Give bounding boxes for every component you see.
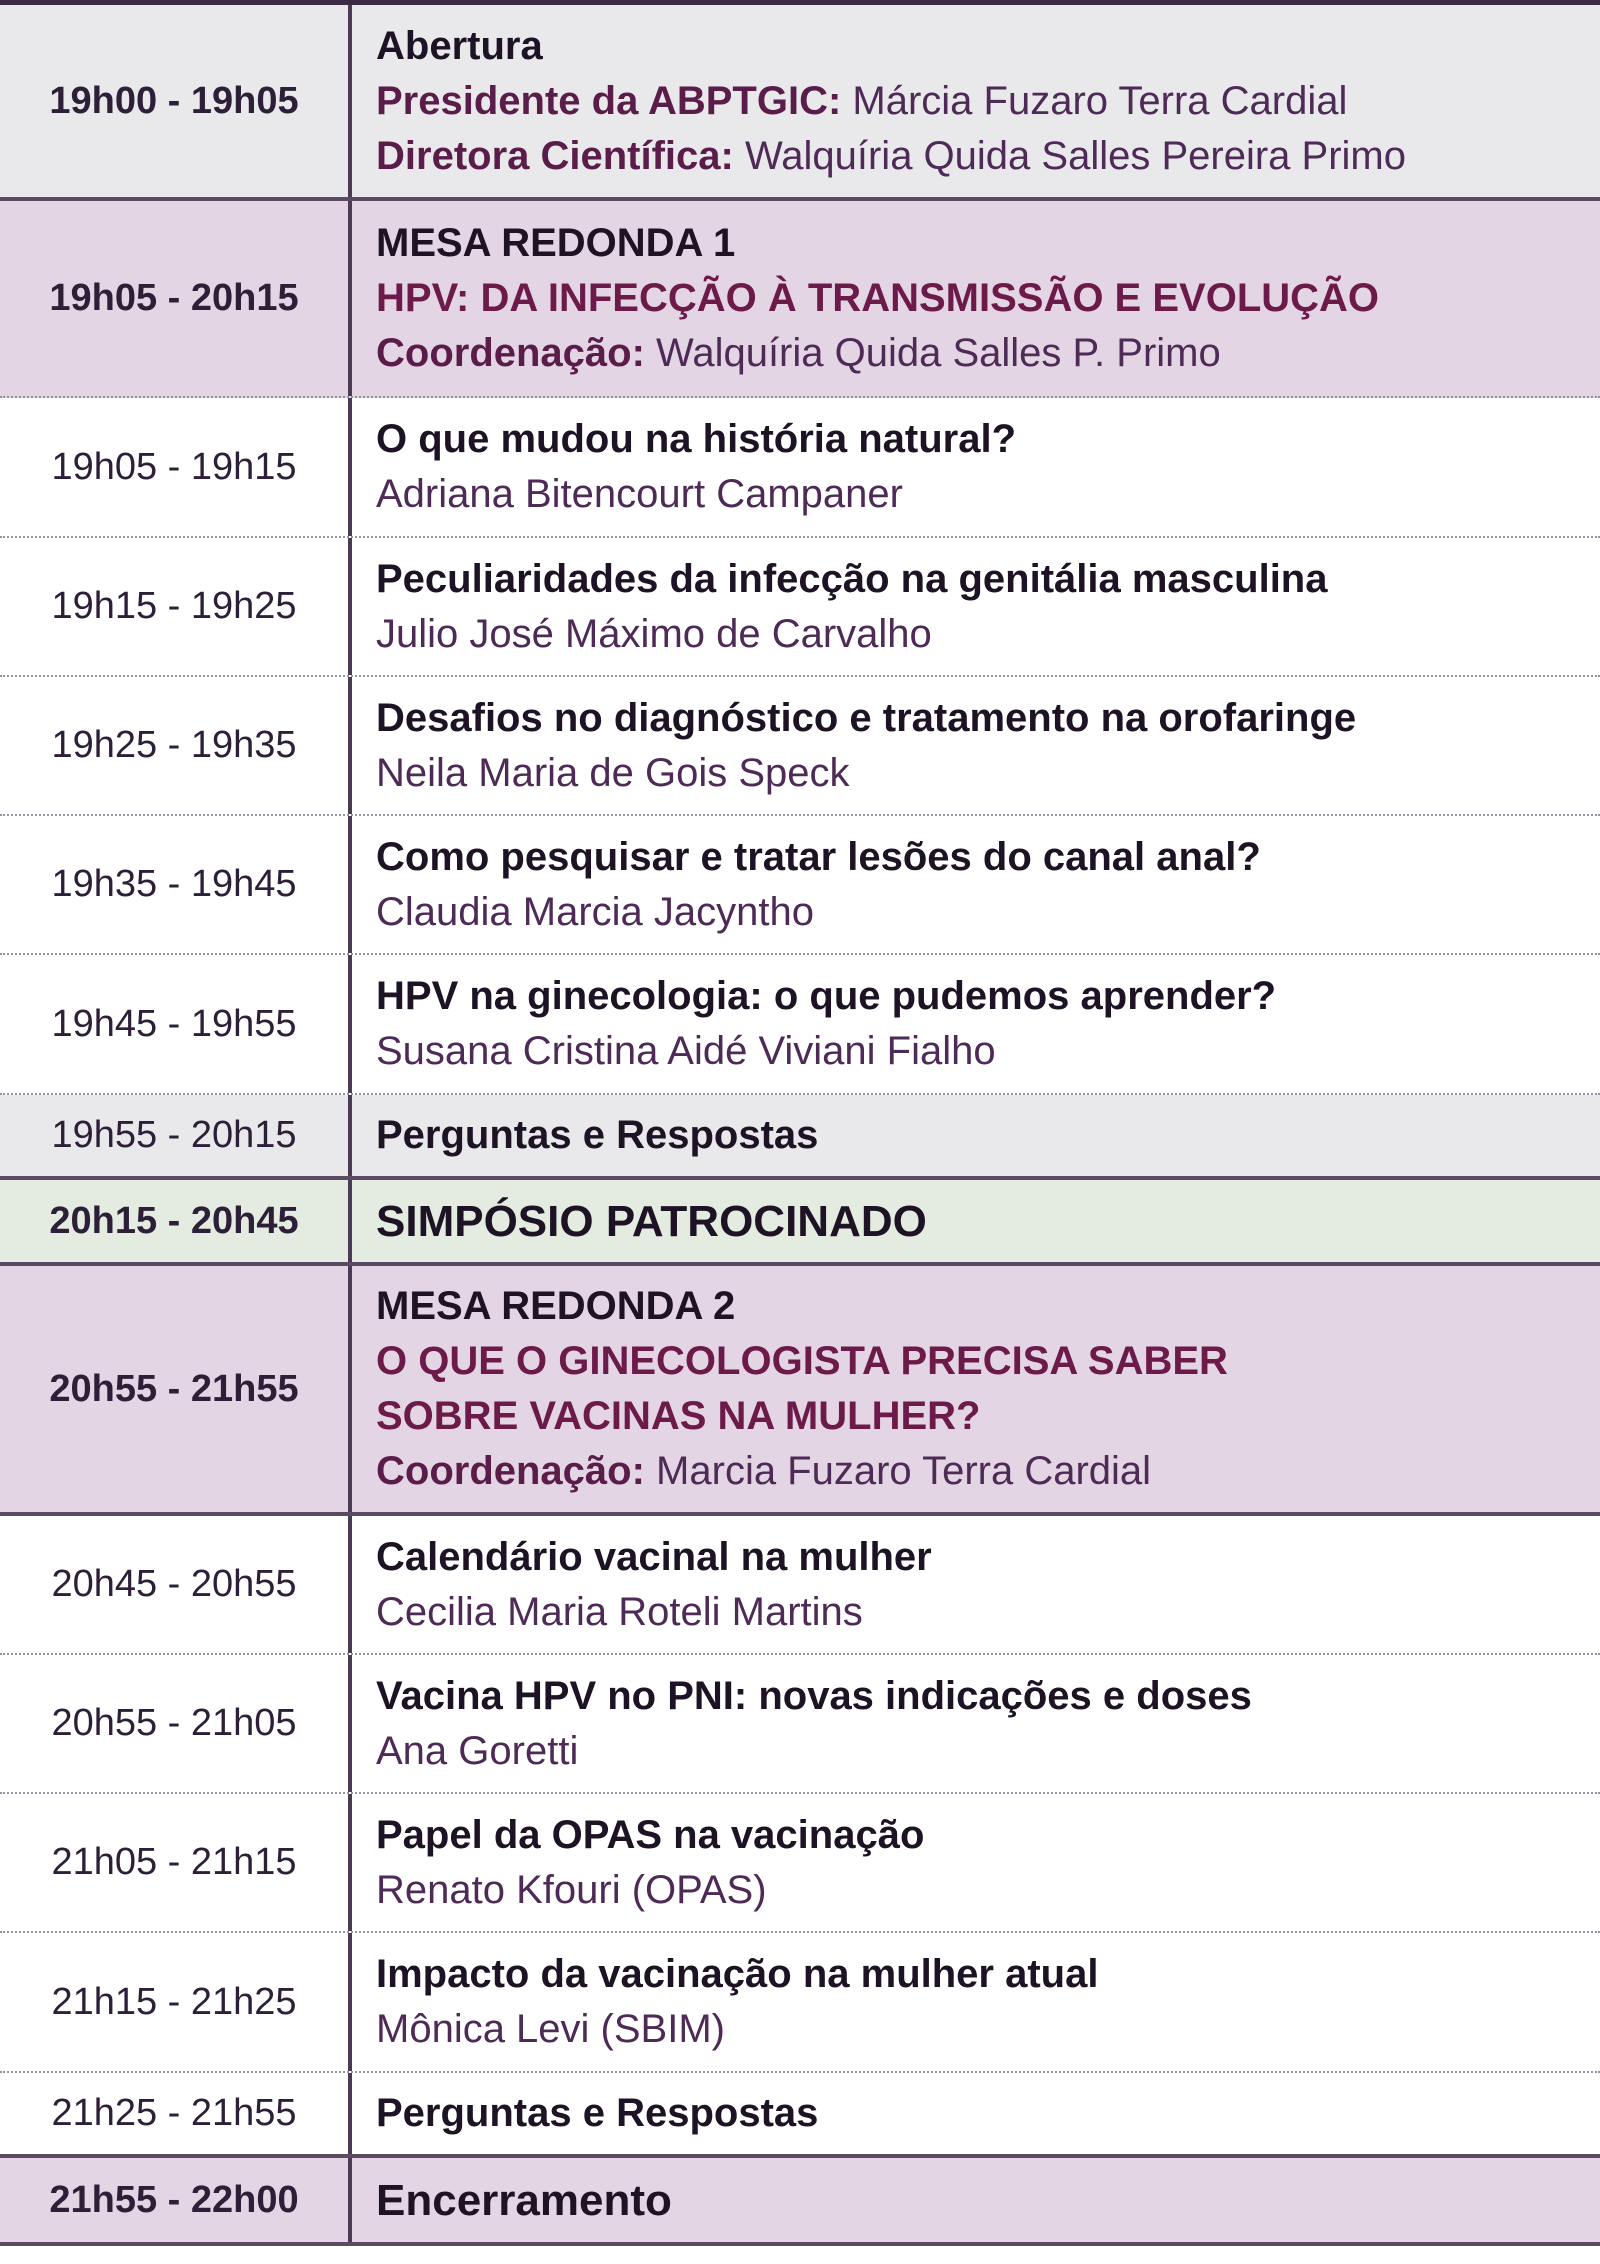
- time-slot: 19h05 - 19h15: [0, 398, 352, 536]
- time-slot: 19h25 - 19h35: [0, 677, 352, 814]
- session-title: Encerramento: [376, 2175, 672, 2225]
- talk-speaker: Susana Cristina Aidé Viviani Fialho: [376, 1029, 996, 1073]
- talk-row: [0, 1516, 1600, 1655]
- talk-speaker: Julio José Máximo de Carvalho: [376, 611, 932, 656]
- row-simposio: [0, 1180, 1600, 1266]
- talk-speaker: Mônica Levi (SBIM): [376, 2007, 725, 2051]
- row-abertura: [0, 0, 1600, 201]
- time-slot: 20h45 - 20h55: [0, 1516, 352, 1653]
- talk-title: Como pesquisar e tratar lesões do canal anal?: [376, 834, 1261, 879]
- talk-row: [0, 1933, 1600, 2073]
- talk-speaker: Ana Goretti: [376, 1728, 579, 1773]
- row-mesa-redonda-1: [0, 201, 1600, 398]
- talk-row: [0, 816, 1600, 955]
- coordination-label: Coordenação:: [376, 1449, 645, 1493]
- talk-title: Papel da OPAS na vacinação: [376, 1812, 925, 1857]
- session-content: [352, 5, 1600, 197]
- talk-title: Vacina HPV no PNI: novas indicações e doses: [376, 1673, 1252, 1718]
- row-perguntas-respostas-1: [0, 1095, 1600, 1180]
- time-slot: 21h55 - 22h00: [0, 2158, 352, 2242]
- president-line: [376, 74, 1600, 129]
- talk-speaker: Claudia Marcia Jacyntho: [376, 889, 814, 934]
- session-title: HPV: DA INFECÇÃO À TRANSMISSÃO E EVOLUÇÃO: [376, 276, 1380, 320]
- talk-row: [0, 1794, 1600, 1933]
- talk-title: HPV na ginecologia: o que pudemos aprender?: [376, 974, 1277, 1018]
- time-slot: 20h55 - 21h05: [0, 1655, 352, 1792]
- row-encerramento: [0, 2158, 1600, 2246]
- session-content: [352, 2073, 1600, 2154]
- talk-row: [0, 398, 1600, 538]
- coordination-line: [376, 1444, 1600, 1499]
- session-content: [352, 2158, 1600, 2242]
- session-title: SIMPÓSIO PATROCINADO: [376, 1196, 927, 1246]
- session-title: Perguntas e Respostas: [376, 2091, 819, 2135]
- talk-speaker: Cecilia Maria Roteli Martins: [376, 1589, 863, 1634]
- session-title: Abertura: [376, 23, 543, 68]
- coordination-name: Marcia Fuzaro Terra Cardial: [644, 1449, 1152, 1493]
- time-slot: 19h00 - 19h05: [0, 5, 352, 197]
- president-label: Presidente da ABPTGIC:: [376, 78, 842, 123]
- time-slot: 19h15 - 19h25: [0, 538, 352, 675]
- coordination-line: [376, 326, 1600, 381]
- time-slot: 19h05 - 20h15: [0, 201, 352, 396]
- session-title-line-2: SOBRE VACINAS NA MULHER?: [376, 1394, 981, 1438]
- talk-content: [352, 816, 1600, 953]
- talk-row: [0, 677, 1600, 816]
- talk-speaker: Adriana Bitencourt Campaner: [376, 472, 903, 516]
- talk-content: [352, 1516, 1600, 1653]
- talk-title: Peculiaridades da infecção na genitália masculina: [376, 556, 1328, 601]
- talk-row: [0, 1655, 1600, 1794]
- session-content: [352, 1095, 1600, 1176]
- time-slot: 21h25 - 21h55: [0, 2073, 352, 2154]
- session-content: [352, 1180, 1600, 1262]
- time-slot: 20h15 - 20h45: [0, 1180, 352, 1262]
- session-title-line-1: O QUE O GINECOLOGISTA PRECISA SABER: [376, 1339, 1228, 1383]
- talk-title: O que mudou na história natural?: [376, 417, 1017, 461]
- session-title: Perguntas e Respostas: [376, 1113, 819, 1157]
- time-slot: 19h35 - 19h45: [0, 816, 352, 953]
- time-slot: 21h05 - 21h15: [0, 1794, 352, 1931]
- talk-title: Desafios no diagnóstico e tratamento na orofaringe: [376, 695, 1357, 740]
- talk-content: [352, 538, 1600, 675]
- talk-content: [352, 677, 1600, 814]
- talk-row: [0, 538, 1600, 677]
- president-name: Márcia Fuzaro Terra Cardial: [841, 78, 1348, 123]
- time-slot: 20h55 - 21h55: [0, 1266, 352, 1512]
- coordination-label: Coordenação:: [376, 331, 645, 375]
- time-slot: 19h55 - 20h15: [0, 1095, 352, 1176]
- session-content: [352, 1266, 1600, 1512]
- session-heading: MESA REDONDA 2: [376, 1284, 736, 1328]
- session-content: [352, 201, 1600, 396]
- talk-title: Impacto da vacinação na mulher atual: [376, 1952, 1099, 1996]
- talk-content: [352, 398, 1600, 536]
- talk-content: [352, 955, 1600, 1093]
- talk-content: [352, 1794, 1600, 1931]
- session-heading: MESA REDONDA 1: [376, 221, 736, 265]
- talk-speaker: Renato Kfouri (OPAS): [376, 1867, 767, 1912]
- director-line: [376, 129, 1600, 184]
- time-slot: 19h45 - 19h55: [0, 955, 352, 1093]
- director-label: Diretora Científica:: [376, 133, 734, 178]
- talk-row: [0, 955, 1600, 1095]
- talk-content: [352, 1933, 1600, 2071]
- row-perguntas-respostas-2: [0, 2073, 1600, 2158]
- coordination-name: Walquíria Quida Salles P. Primo: [644, 331, 1221, 375]
- talk-title: Calendário vacinal na mulher: [376, 1534, 932, 1579]
- time-slot: 21h15 - 21h25: [0, 1933, 352, 2071]
- director-name: Walquíria Quida Salles Pereira Primo: [733, 133, 1406, 178]
- talk-speaker: Neila Maria de Gois Speck: [376, 750, 850, 795]
- row-mesa-redonda-2: [0, 1266, 1600, 1516]
- talk-content: [352, 1655, 1600, 1792]
